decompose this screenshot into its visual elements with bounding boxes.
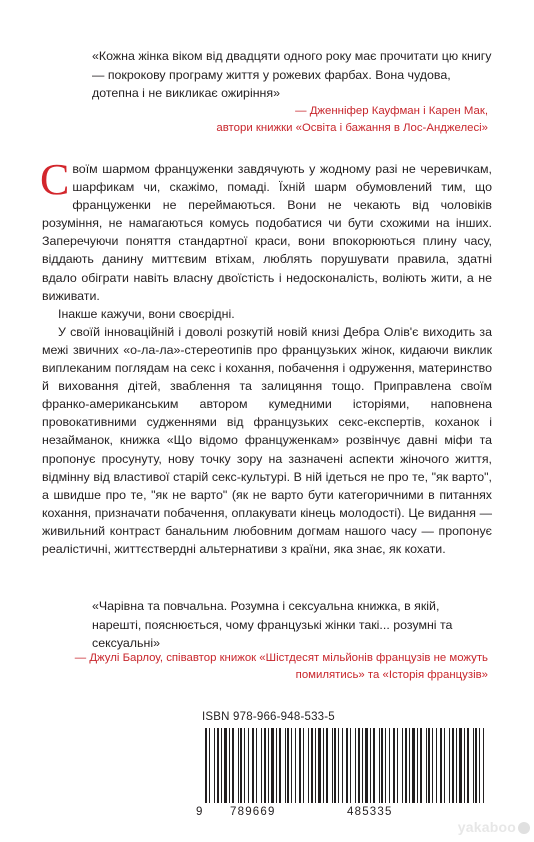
paragraph-3: У своїй інноваційній і доволі розкутій новій книзі Дебра Олів'є виходить за межі звичних «о-ла-ла»-стереотипів про французьких жінок, кидаючи виклик виплеканим поглядам на секс і кохання, побачення і одруження, материнство й виховання дітей, зваблення та залицяння тощо. Приправлена своїм франко-американським автором кумедними історіями, наповнена провокативними судженнями від французьких секс-експертів, коханок і незаймaнок, книжка «Що відомо француженкам» розвінчує давні міфи та пропонує просунуту, нову точку зору на зазначені аспекти жіночого життя, відмінну від властивої старій секс-культурі. В ній ідеться не про те, "як варто", а швидше про те, "як не варто" (як не варто бути категоричними в питаннях кохання, призначати побачення, оплакувати кінець молодості). Це видання — живильний контраст банальним любовним догмам нашого часу — пропонує реалістичні, життєствердні альтернативи з країни, яка знає, як кохати.: [42, 324, 492, 556]
barcode-digits-right: 485335: [347, 806, 393, 818]
paragraph-1: [40, 155, 492, 305]
description-body: [40, 155, 492, 558]
barcode: [205, 728, 489, 803]
paragraph-2: Інакше кажучи, вони своєрідні.: [58, 306, 235, 321]
bottom-quote-attribution: — Джулі Барлоу, співавтор книжок «Шістдесят мільйонів французів не можуть помилятись» та «Історія французів»: [74, 652, 488, 681]
isbn: ISBN 978-966-948-533-5: [202, 711, 335, 723]
top-quote-author: — Дженніфер Кауфман і Карен Мак,: [295, 105, 488, 117]
barcode-digits-left: 789669: [230, 806, 276, 818]
top-quote-author-note: автори книжки «Освіта і бажання в Лос-Анджелесі»: [216, 122, 488, 134]
top-quote: «Кожна жінка віком від двадцяти одного року має прочитати цю книгу — покрокову програму життя у рожевих фарбах. Вона чудова, дотепна і не викликає ожиріння»: [92, 49, 492, 101]
logo-dot-icon: [518, 822, 530, 834]
bottom-quote: «Чарівна та повчальна. Розумна і сексуальна книжка, в якій, нарешті, пояснюється, чому французькі жінки такі... розумні та сексуальні»: [92, 599, 453, 651]
top-quote-attribution: [68, 103, 488, 137]
drop-cap: С: [40, 155, 70, 204]
paragraph-1-text: воїм шармом француженки завдячують у жодному разі не черевичкам, шарфикам чи, скажімо, помаді. Їхній шарм обумовлений тим, що француженки не переймаються. Вони не чекають від чоловіків розуміння, не намагаються комусь подобатися чи бути схожими на інших. Заперечуючи поняття стандартної краси, вони впокорюються плину часу, віддають данину миттєвим втіхам, люблять порушувати правила, здатні вдало обігрaти навіть власну двоїстість і недосконалість, воліють жити, а не виживати.: [42, 162, 492, 303]
barcode-digit-first: 9: [196, 806, 204, 818]
yakaboo-logo: yakaboo: [458, 819, 530, 835]
